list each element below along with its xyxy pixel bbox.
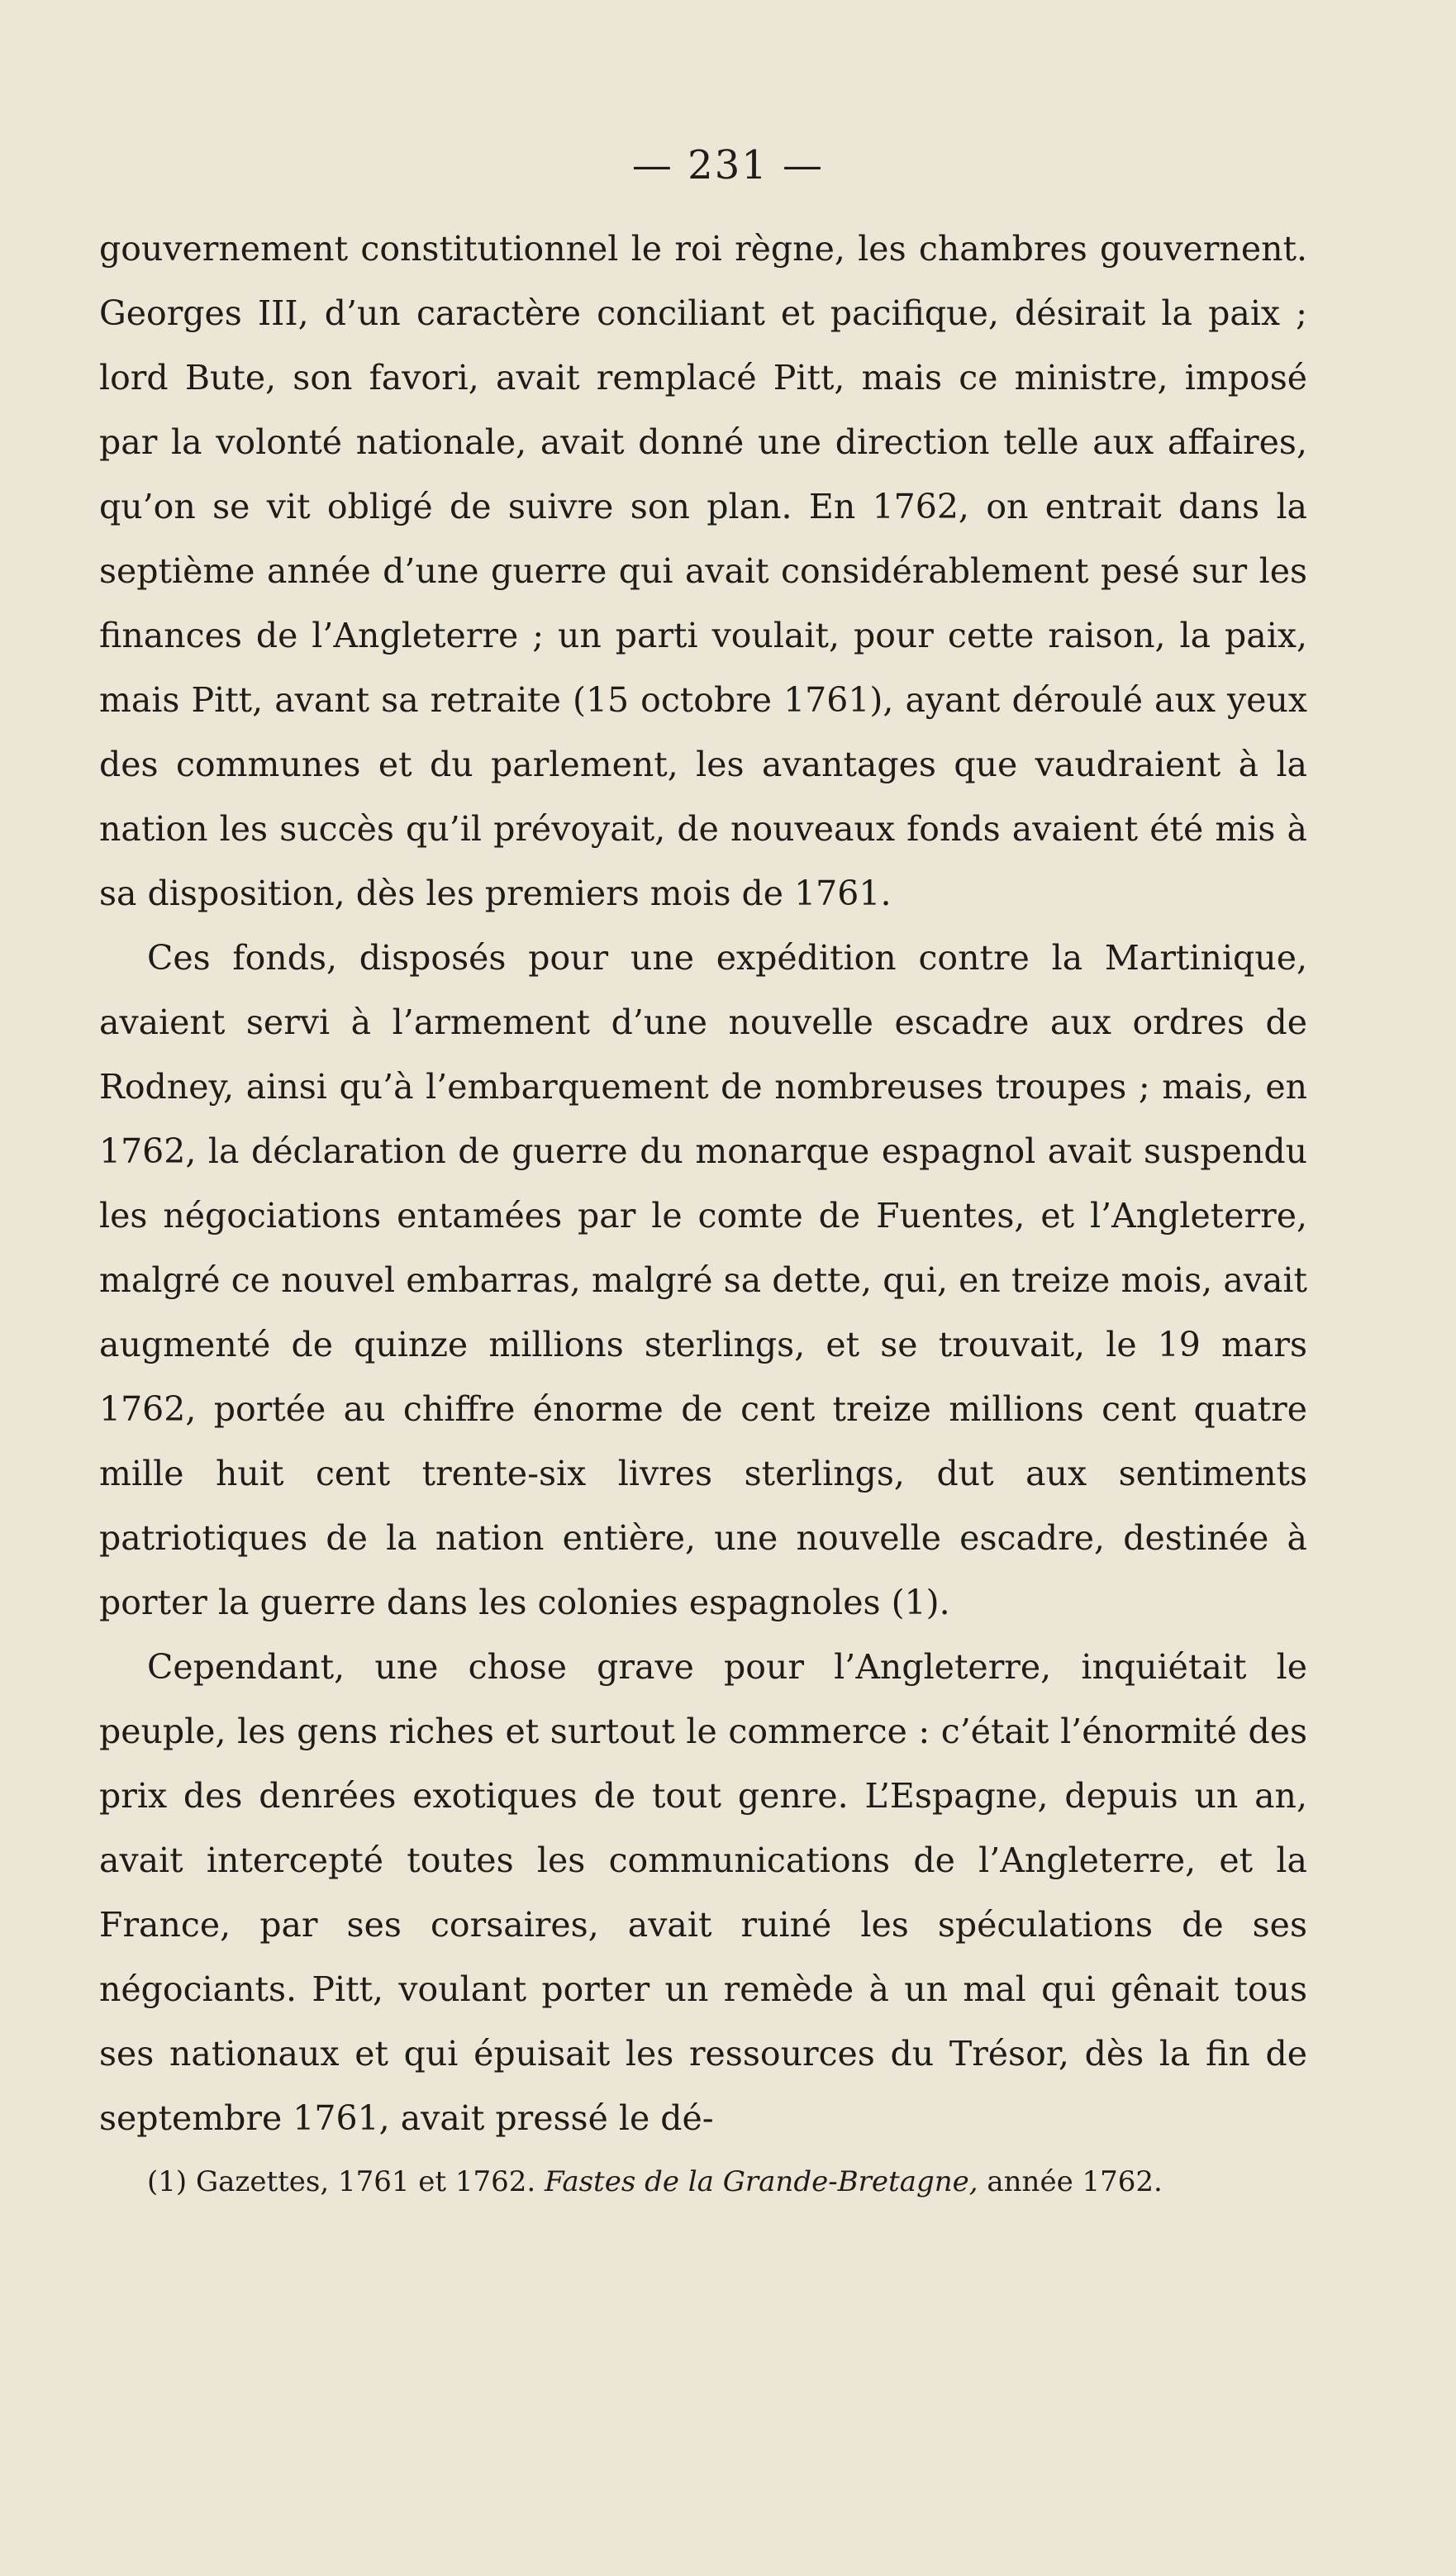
footnote-marker: (1): [147, 2165, 188, 2198]
page-number: — 231 —: [631, 142, 825, 188]
paragraph-3: Cependant, une chose grave pour l’Angleterre, inquiétait le peuple, les gens riches et surtout le commerce : c’était l’énormité des prix des denrées exotiques de tout genre. L’Espagne, depuis un an, avait intercepté toutes les communications de l’Angleterre, et la France, par ses corsaires, avait ruiné les spéculations de ses négociants. Pitt, voulant porter un remède à un mal qui gênait tous ses nationaux et qui épuisait les ressources du Trésor, dès la fin de septembre 1761, avait pressé le dé-: [99, 1647, 1307, 2138]
paragraph-1: gouvernement constitutionnel le roi règne, les chambres gouvernent. Georges III, d’un caractère conciliant et pacifique, désirait la paix ; lord Bute, son favori, avait remplacé Pitt, mais ce ministre, imposé par la volonté nationale, avait donné une direction telle aux affaires, qu’on se vit obligé de suivre son plan. En 1762, on entrait dans la septième année d’une guerre qui avait considérablement pesé sur les finances de l’Angleterre ; un parti voulait, pour cette raison, la paix, mais Pitt, avant sa retraite (15 octobre 1761), ayant déroulé aux yeux des communes et du parlement, les avantages que vaudraient à la nation les succès qu’il prévoyait, de nouveaux fonds avaient été mis à sa disposition, dès les premiers mois de 1761.: [99, 229, 1307, 913]
footnote-year: année 1762.: [987, 2165, 1163, 2198]
paragraph-2: Ces fonds, disposés pour une expédition contre la Martinique, avaient servi à l’armement d’une nouvelle escadre aux ordres de Rodney, ainsi qu’à l’embarquement de nombreuses troupes ; mais, en 1762, la déclaration de guerre du monarque espagnol avait suspendu les négociations entamées par le comte de Fuentes, et l’Angleterre, malgré ce nouvel embarras, malgré sa dette, qui, en treize mois, avait augmenté de quinze millions sterlings, et se trouvait, le 19 mars 1762, portée au chiffre énorme de cent treize millions cent quatre mille huit cent trente-six livres sterlings, dut aux sentiments patriotiques de la nation entière, une nouvelle escadre, destinée à porter la guerre dans les colonies espagnoles (1).: [99, 938, 1307, 1622]
footnote-source: Gazettes, 1761 et 1762.: [195, 2165, 536, 2198]
footnote: [99, 2161, 1307, 2202]
main-text: [99, 217, 1307, 2150]
footnote-book-title: Fastes de la Grande-Bretagne,: [545, 2165, 978, 2198]
